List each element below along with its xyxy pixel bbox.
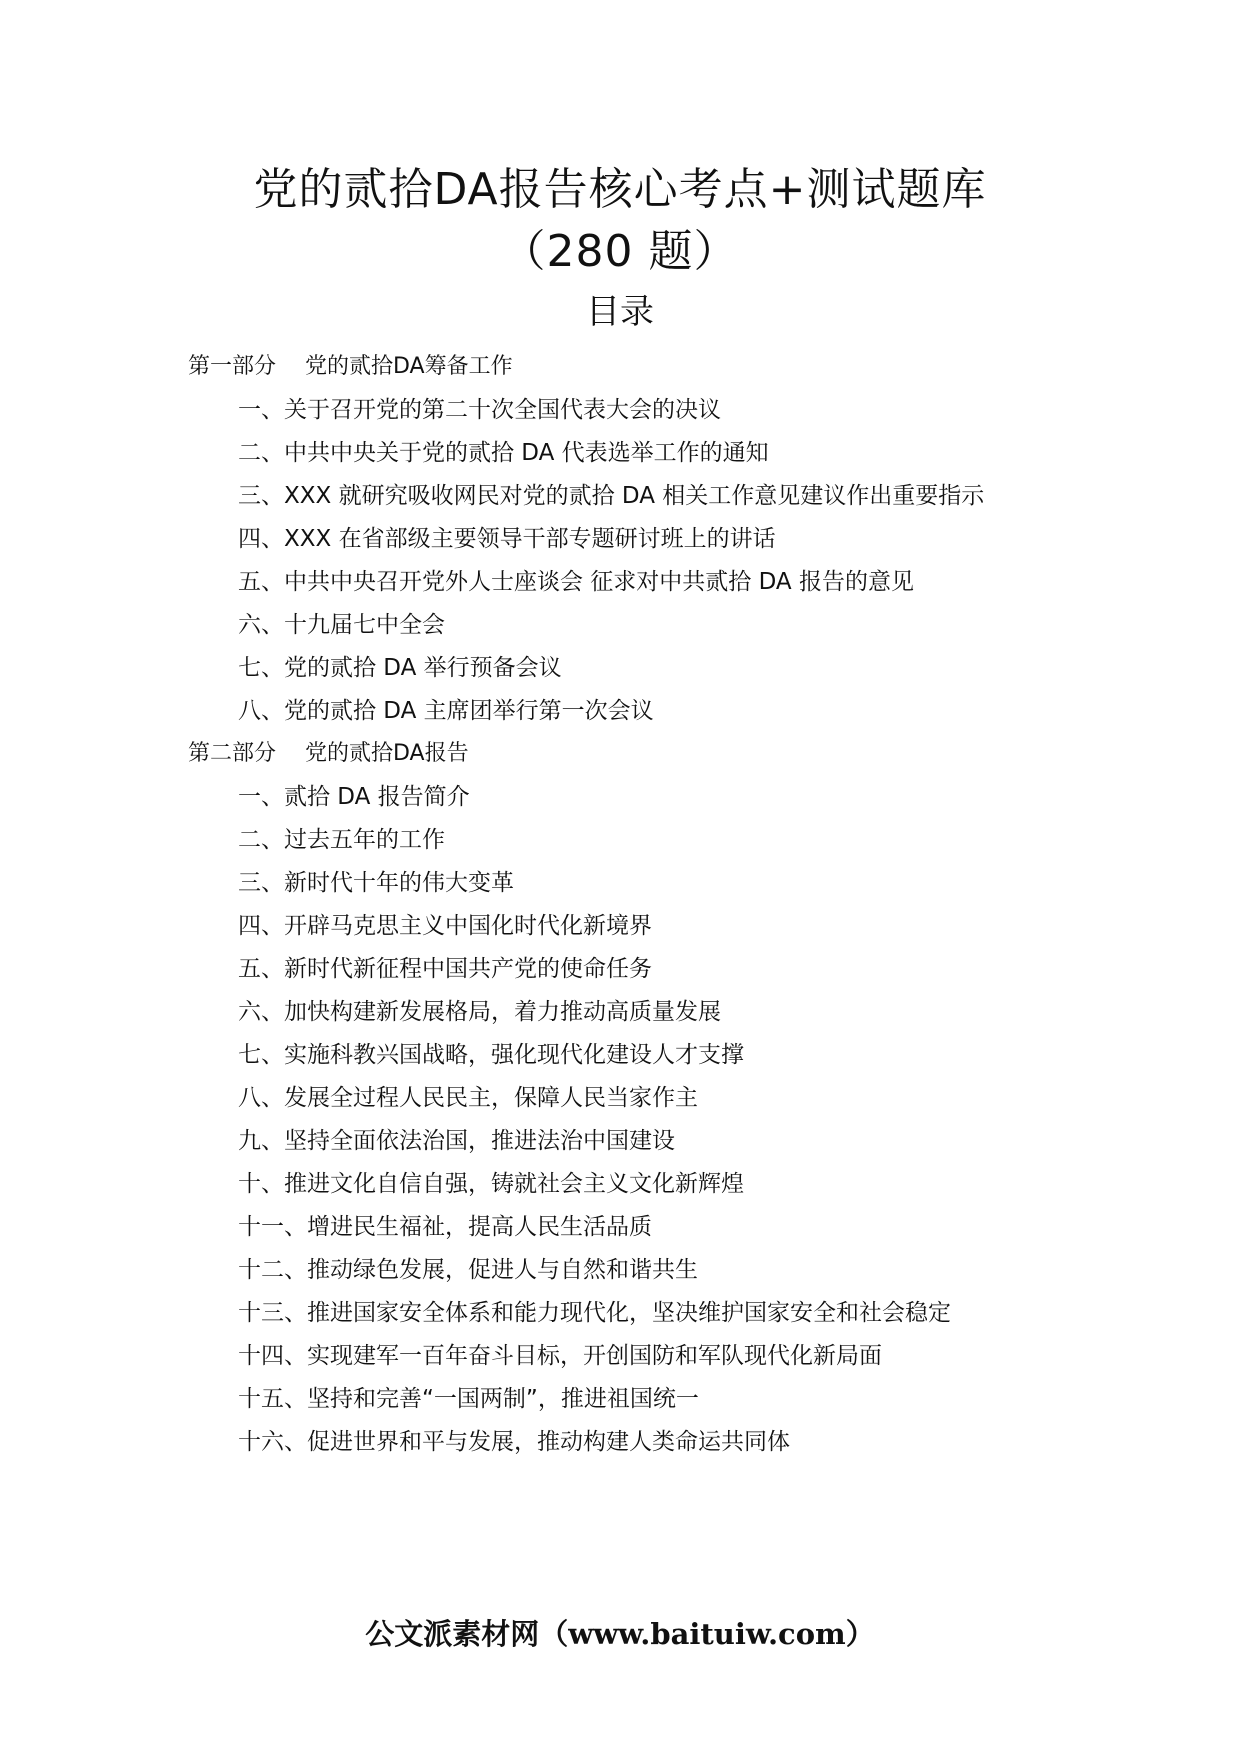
toc-item: 八、发展全过程人民民主，保障人民当家作主 xyxy=(238,1085,698,1111)
toc-item: 一、关于召开党的第二十次全国代表大会的决议 xyxy=(238,397,721,423)
toc-item: 十五、坚持和完善“一国两制”，推进祖国统一 xyxy=(238,1386,699,1412)
document-subtitle: （280 题） xyxy=(501,226,739,277)
toc-item: 一、贰拾 DA 报告简介 xyxy=(238,784,470,810)
toc-heading: 目录 xyxy=(586,292,654,332)
toc-item: 七、党的贰拾 DA 举行预备会议 xyxy=(238,655,562,681)
toc-item: 十四、实现建军一百年奋斗目标，开创国防和军队现代化新局面 xyxy=(238,1343,882,1369)
toc-item: 二、过去五年的工作 xyxy=(238,827,445,853)
footer-watermark: 公文派素材网（www.baituiw.com） xyxy=(365,1617,875,1651)
toc-item: 十三、推进国家安全体系和能力现代化，坚决维护国家安全和社会稳定 xyxy=(238,1300,951,1326)
toc-item: 十一、增进民生福祉，提高人民生活品质 xyxy=(238,1214,652,1240)
toc-item: 二、中共中央关于党的贰拾 DA 代表选举工作的通知 xyxy=(238,440,769,466)
toc-item: 五、中共中央召开党外人士座谈会 征求对中共贰拾 DA 报告的意见 xyxy=(238,569,914,595)
toc-item: 八、党的贰拾 DA 主席团举行第一次会议 xyxy=(238,698,654,724)
toc-item: 六、加快构建新发展格局，着力推动高质量发展 xyxy=(238,999,721,1025)
toc-part-2: 第二部分 党的贰拾DA报告 xyxy=(188,741,469,766)
toc-item: 十二、推动绿色发展，促进人与自然和谐共生 xyxy=(238,1257,698,1283)
toc-item: 四、XXX 在省部级主要领导干部专题研讨班上的讲话 xyxy=(238,526,776,552)
toc-item: 五、新时代新征程中国共产党的使命任务 xyxy=(238,956,652,982)
toc-item: 六、十九届七中全会 xyxy=(238,612,445,638)
toc-item: 三、XXX 就研究吸收网民对党的贰拾 DA 相关工作意见建议作出重要指示 xyxy=(238,483,985,509)
toc-item: 九、坚持全面依法治国，推进法治中国建设 xyxy=(238,1128,675,1154)
toc-part-1: 第一部分 党的贰拾DA筹备工作 xyxy=(188,354,513,379)
toc-item: 三、新时代十年的伟大变革 xyxy=(238,870,514,896)
toc-item: 十、推进文化自信自强，铸就社会主义文化新辉煌 xyxy=(238,1171,744,1197)
toc-item: 七、实施科教兴国战略，强化现代化建设人才支撑 xyxy=(238,1042,744,1068)
toc-item: 十六、促进世界和平与发展，推动构建人类命运共同体 xyxy=(238,1429,790,1455)
document-title: 党的贰拾DA报告核心考点+测试题库 xyxy=(253,164,987,215)
toc-item: 四、开辟马克思主义中国化时代化新境界 xyxy=(238,913,652,939)
